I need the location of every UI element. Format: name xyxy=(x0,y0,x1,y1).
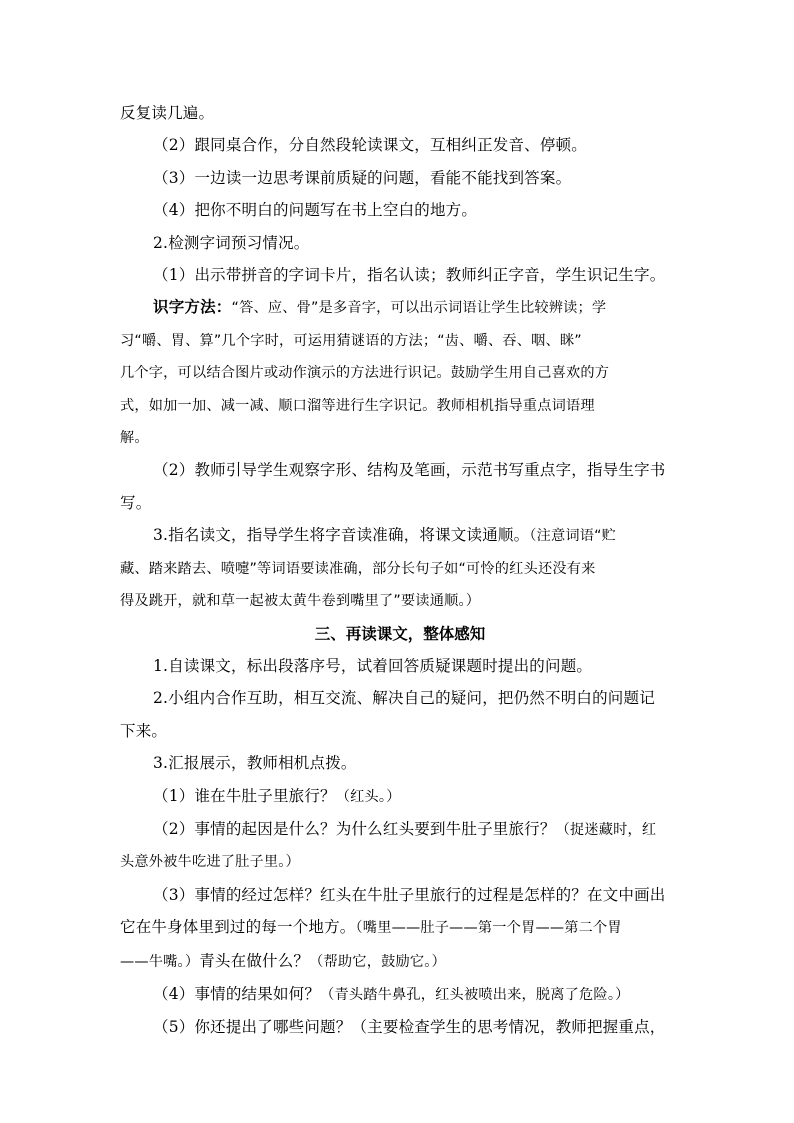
section-heading: 三、再读课文，整体感知 xyxy=(314,623,486,643)
document-body xyxy=(120,97,680,1044)
text-line xyxy=(120,978,680,1011)
text-line: 3.汇报展示，教师相机点拨。 xyxy=(153,754,357,773)
text-line: 头意外被牛吃进了肚子里。） xyxy=(120,854,300,871)
text-line xyxy=(120,945,680,978)
text-line: （3）一边读一边思考课前质疑的问题，看能不能找到答案。 xyxy=(153,168,572,187)
text-line: 2.小组内合作互助，相互交流、解决自己的疑问，把仍然不明白的问题记 xyxy=(153,689,655,708)
text-line: 写。 xyxy=(120,493,152,512)
line-main: 3.指名读文，指导学生将字音读准确，将课文读通顺。 xyxy=(153,526,530,545)
text-line xyxy=(120,780,680,813)
line-main: （1）谁在牛肚子里旅行？ xyxy=(153,786,336,805)
text-line xyxy=(120,519,680,552)
text-line: 解。 xyxy=(120,430,149,447)
text-line: 式，如加一加、减一减、顺口溜等进行生字识记。教师相机指导重点词语理 xyxy=(120,397,595,414)
text-line xyxy=(120,911,680,944)
text-line: （2）教师引导学生观察字形、结构及笔画，示范书写重点字，指导生字书 xyxy=(153,461,666,480)
note-text: （帮助它，鼓励它。） xyxy=(309,953,446,970)
text-line xyxy=(120,291,680,324)
note-text: （红头。） xyxy=(335,788,401,805)
line-main: （4）事情的结果如何？ xyxy=(153,984,321,1003)
text-line: （1）出示带拼音的字词卡片，指名认读；教师纠正字音，学生识记生字。 xyxy=(153,266,666,285)
note-text: ——牛嘴。） xyxy=(120,953,200,970)
text-line: （4）把你不明白的问题写在书上空白的地方。 xyxy=(153,201,478,220)
text-line: 1.自读课文，标出段落序号，试着回答质疑课题时提出的问题。 xyxy=(153,656,593,675)
note-text: （注意词语“贮 xyxy=(529,528,617,545)
text-line: 得及跳开，就和草一起被太黄牛卷到嘴里了”要读通顺。） xyxy=(120,593,481,610)
text-line: 藏、踏来踏去、喷嚏”等词语要读准确，部分长句子如“可怜的红头还没有来 xyxy=(120,560,596,577)
line-main: （2）事情的起因是什么？为什么红头要到牛肚子里旅行？ xyxy=(153,819,556,838)
text-line: 反复读几遍。 xyxy=(120,104,215,122)
note-text: “答、应、骨”是多音字，可以出示词语让学生比较辨读；学 xyxy=(231,300,607,317)
text-line: （2）跟同桌合作，分自然段轮读课文，互相纠正发音、停顿。 xyxy=(153,136,587,155)
note-text: （捉迷藏时，红 xyxy=(555,821,657,838)
text-line: 习“嚼、胃、算”几个字时，可运用猜谜语的方法；“齿、嚼、吞、咽、眯” xyxy=(120,332,582,349)
line-main: 它在牛身体里到过的每一个地方。 xyxy=(120,918,356,937)
text-line: （3）事情的经过怎样？红头在牛肚子里旅行的过程是怎样的？在文中画出 xyxy=(153,885,666,904)
note-text: （青头踏牛鼻孔，红头被喷出来，脱离了危险。） xyxy=(320,986,630,1003)
note-text: （嘴里——肚子——第一个胃——第二个胃 xyxy=(355,920,622,937)
literacy-method-label: 识字方法： xyxy=(153,297,232,317)
text-line: 几个字，可以结合图片或动作演示的方法进行识记。鼓励学生用自己喜欢的方 xyxy=(120,365,610,382)
text-line: （5）你还提出了哪些问题？（主要检查学生的思考情况，教师把握重点， xyxy=(153,1018,666,1037)
text-line: 2.检测字词预习情况。 xyxy=(153,233,310,252)
text-line: 下来。 xyxy=(120,721,168,740)
line-main: 青头在做什么？ xyxy=(199,951,310,970)
text-line xyxy=(120,813,680,846)
